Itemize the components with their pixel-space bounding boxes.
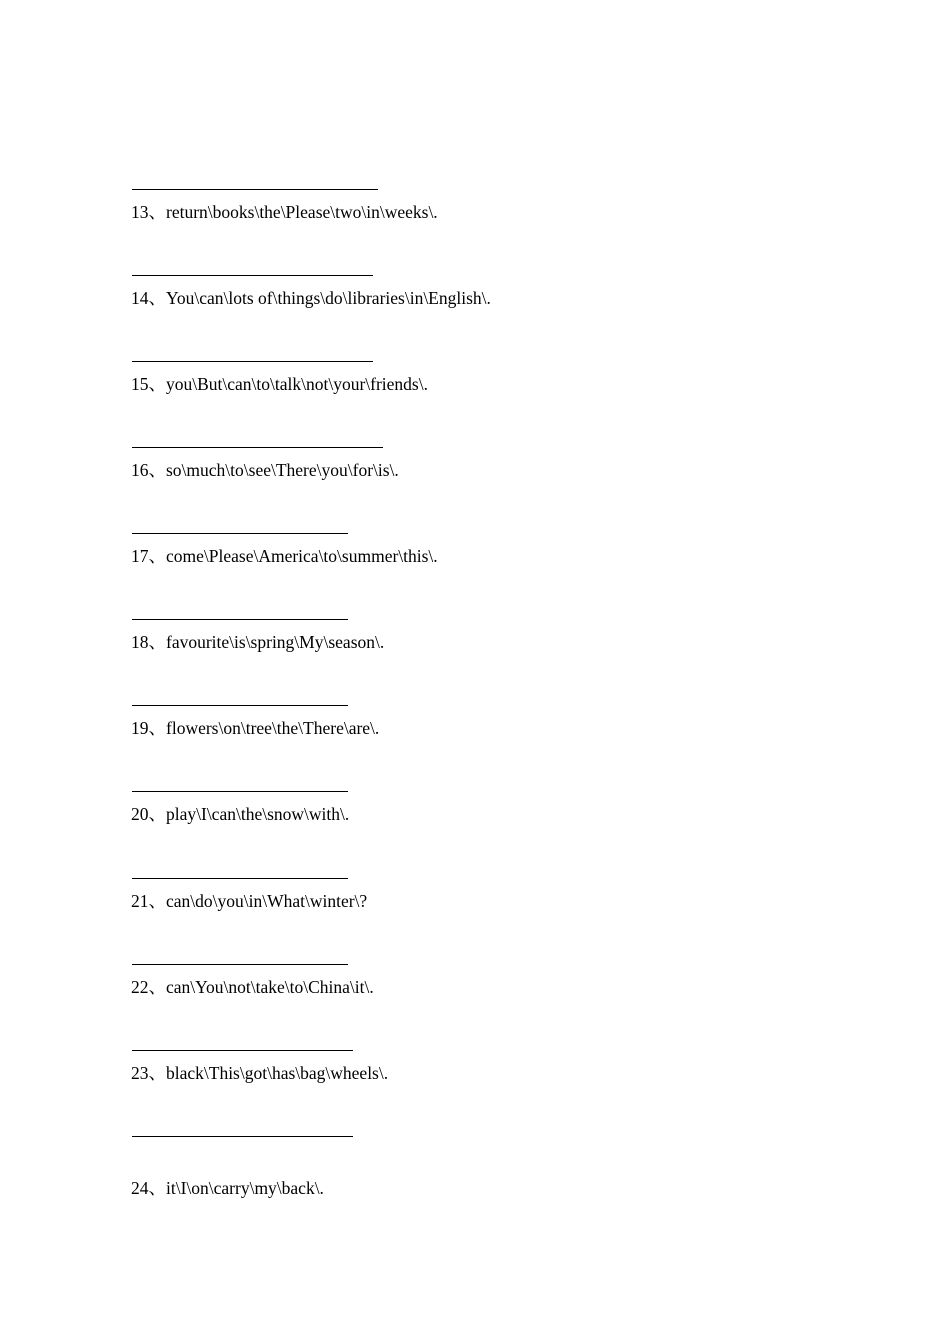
question-text: can\do\you\in\What\winter\? (166, 891, 368, 911)
question-number: 14 (131, 288, 149, 308)
question-number: 22 (131, 977, 149, 997)
question-number: 24 (131, 1178, 149, 1198)
question-22 (131, 977, 374, 997)
question-text: come\Please\America\to\summer\this\. (166, 546, 438, 566)
question-separator: 、 (148, 632, 166, 652)
question-text: play\I\can\the\snow\with\. (166, 804, 350, 824)
question-separator: 、 (148, 977, 166, 997)
answer-line (132, 964, 348, 965)
question-17 (131, 546, 438, 566)
question-text: so\much\to\see\There\you\for\is\. (166, 460, 399, 480)
question-text: You\can\lots of\things\do\libraries\in\English\. (166, 288, 491, 308)
question-21 (131, 891, 367, 911)
question-separator: 、 (148, 804, 166, 824)
answer-line (132, 189, 378, 190)
question-text: can\You\not\take\to\China\it\. (166, 977, 374, 997)
question-number: 15 (131, 374, 149, 394)
question-number: 20 (131, 804, 149, 824)
question-separator: 、 (148, 374, 166, 394)
question-18 (131, 632, 384, 652)
question-separator: 、 (148, 1178, 166, 1198)
question-separator: 、 (148, 891, 166, 911)
question-13 (131, 202, 438, 222)
question-number: 17 (131, 546, 149, 566)
question-text: favourite\is\spring\My\season\. (166, 632, 385, 652)
question-23 (131, 1063, 388, 1083)
answer-line (132, 1136, 353, 1137)
question-15 (131, 374, 428, 394)
answer-line (132, 1050, 353, 1051)
question-number: 23 (131, 1063, 149, 1083)
answer-line (132, 533, 348, 534)
question-number: 21 (131, 891, 149, 911)
question-separator: 、 (148, 288, 166, 308)
question-separator: 、 (148, 718, 166, 738)
question-24 (131, 1178, 324, 1198)
question-separator: 、 (148, 546, 166, 566)
question-separator: 、 (148, 1063, 166, 1083)
question-text: black\This\got\has\bag\wheels\. (166, 1063, 389, 1083)
answer-line (132, 361, 373, 362)
question-14 (131, 288, 491, 308)
answer-line (132, 447, 383, 448)
question-number: 13 (131, 202, 149, 222)
question-text: return\books\the\Please\two\in\weeks\. (166, 202, 438, 222)
answer-line (132, 619, 348, 620)
question-text: you\But\can\to\talk\not\your\friends\. (166, 374, 428, 394)
question-number: 16 (131, 460, 149, 480)
question-16 (131, 460, 399, 480)
answer-line (132, 791, 348, 792)
question-text: flowers\on\tree\the\There\are\. (166, 718, 380, 738)
question-19 (131, 718, 379, 738)
answer-line (132, 275, 373, 276)
question-text: it\I\on\carry\my\back\. (166, 1178, 324, 1198)
question-20 (131, 804, 349, 824)
question-number: 18 (131, 632, 149, 652)
question-separator: 、 (148, 460, 166, 480)
answer-line (132, 878, 348, 879)
question-separator: 、 (148, 202, 166, 222)
answer-line (132, 705, 348, 706)
question-number: 19 (131, 718, 149, 738)
